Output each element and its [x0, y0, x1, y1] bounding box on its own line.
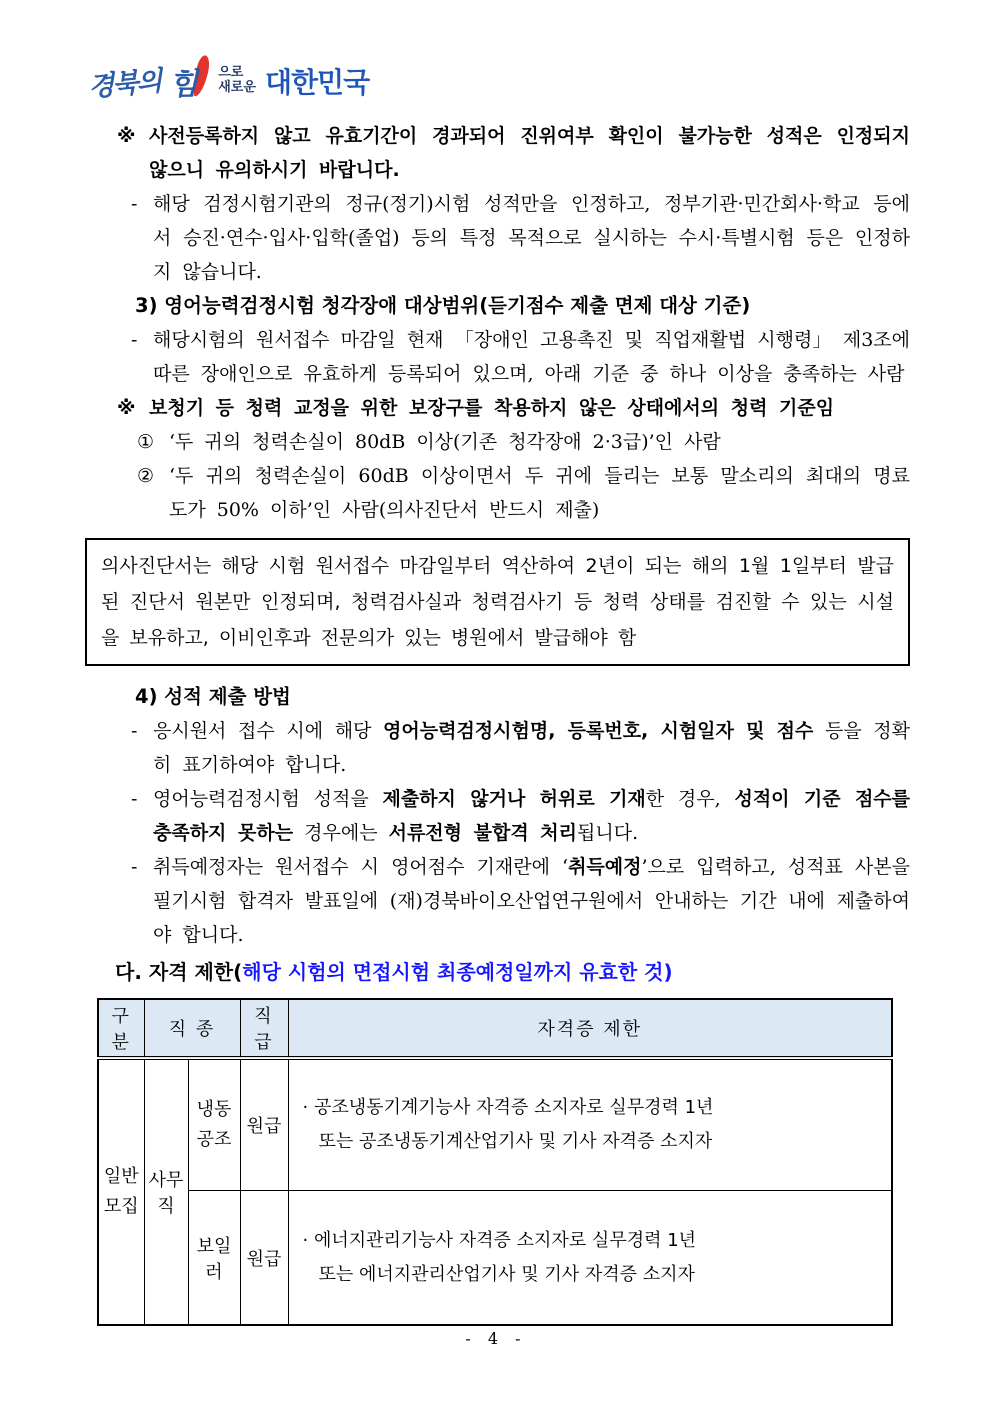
note-marker: ※ [117, 125, 136, 147]
table-row [98, 1058, 892, 1191]
para-regular-exam-only [85, 187, 910, 289]
group-line-2: 모집 [103, 1196, 139, 1217]
text-run-bold: 성적이 기준 점수를 충족하지 못하는 [153, 788, 911, 844]
text-run-bold: 취득예정 [568, 856, 642, 878]
text-run: 한 경우, [645, 788, 735, 810]
cell-grade: 원급 [240, 1191, 288, 1326]
text-run: 취득예정자는 원서접수 시 영어점수 기재란에 ‘ [153, 856, 569, 878]
medical-certificate-callout-box: 의사진단서는 해당 시험 원서접수 마감일부터 역산하여 2년이 되는 해의 1월 1일부터 발급된 진단서 원본만 인정되며, 청력검사실과 청력검사기 등 청력 상태를 검진할 수 있는 시설을 보유하고, 이비인후과 전문의가 있는 병원에서 발급해야 함 [85, 538, 910, 666]
cell-qualification [288, 1058, 892, 1191]
logo-brand-text: 대한민국 [264, 66, 370, 99]
note-marker: ※ [117, 397, 136, 419]
cell-job-category: 사무직 [144, 1058, 188, 1325]
dash-marker: - [131, 788, 138, 810]
criterion-text: ‘두 귀의 청력손실이 80dB 이상(기존 청각장애 2·3급)’인 사람 [169, 431, 721, 453]
note-text: 사전등록하지 않고 유효기간이 경과되어 진위여부 확인이 불가능한 성적은 인정되지 않으니 유의하시기 바랍니다. [149, 125, 910, 181]
text-run-bold: 영어능력검정시험명, 등록번호, 시험일자 및 점수 [383, 720, 814, 742]
note-text: 보청기 등 청력 교정을 위한 보장구를 착용하지 않은 상태에서의 청력 기준임 [149, 397, 835, 419]
logo-subline-1: 으로 [218, 65, 244, 81]
dash-text: 해당시험의 원서접수 마감일 현재 「장애인 고용촉진 및 직업재활법 시행령」 제3조에 따른 장애인으로 유효하게 등록되어 있으며, 아래 기준 중 하나 이상을 충족하는 사람 [153, 329, 910, 385]
cell-field [188, 1058, 240, 1191]
text-run: 경우에는 [293, 822, 389, 844]
cell-grade: 원급 [240, 1058, 288, 1191]
dash-marker: - [131, 720, 138, 742]
qualification-table [97, 998, 893, 1326]
dash-text: 해당 검정시험기관의 정규(정기)시험 성적만을 인정하고, 정부기관·민간회사·학교 등에서 승진·연수·입사·입학(졸업) 등의 특정 목적으로 실시하는 수시·특별시험 등은 인정하지 않습니다. [153, 193, 910, 283]
logo-him-wrap [169, 57, 209, 105]
circled-2-marker: ② [137, 465, 155, 487]
qual-line-1: · 에너지관리기능사 자격증 소지자로 실무경력 1년 [302, 1229, 697, 1251]
group-line-1: 일반 [103, 1166, 139, 1187]
para-score-failure [85, 782, 910, 850]
heading-qualification-restriction [115, 954, 910, 990]
gyeongbuk-logo [88, 55, 910, 107]
text-run: 됩니다. [577, 822, 639, 844]
logo-script-text: 경북의 [87, 65, 162, 103]
col-header-gubun: 구 분 [98, 999, 144, 1058]
para-note-hearing-criteria [85, 391, 910, 425]
para-score-entry [85, 714, 910, 782]
logo-subtext [218, 66, 256, 96]
text-run: 등을 정확히 표기하여야 합니다. [153, 720, 911, 776]
col-header-jikjong: 직 종 [144, 999, 240, 1058]
logo-subline-2: 새로운 [218, 80, 256, 95]
para-criterion-1 [85, 425, 910, 459]
heading-section-3: 3) 영어능력검정시험 청각장애 대상범위(듣기점수 제출 면제 대상 기준) [135, 294, 751, 317]
para-disability-registration [85, 323, 910, 391]
cell-recruit-group [98, 1058, 144, 1325]
col-header-jikgeup: 직 급 [240, 999, 288, 1058]
para-note-pre-registration [85, 119, 910, 187]
table-row [98, 1191, 892, 1326]
dash-text [153, 714, 910, 782]
qual-line-1: · 공조냉동기계기능사 자격증 소지자로 실무경력 1년 [302, 1097, 714, 1118]
dash-text [153, 782, 910, 850]
criterion-text: ‘두 귀의 청력손실이 60dB 이상이면서 두 귀에 들리는 보통 말소리의 최대의 명료도가 50% 이하’인 사람(의사진단서 반드시 제출) [169, 465, 910, 521]
para-expected-acquisition [85, 850, 910, 952]
dash-marker: - [131, 193, 138, 215]
qual-line-2: 또는 공조냉동기계산업기사 및 기사 자격증 소지자 [318, 1131, 713, 1152]
logo-him-text: 힘 [169, 67, 197, 102]
field-line-2: 공조 [196, 1129, 232, 1150]
text-run-bold: 서류전형 불합격 처리 [388, 822, 578, 844]
dash-text [153, 850, 910, 952]
circled-1-marker: ① [137, 431, 155, 453]
cell-field: 보일러 [188, 1191, 240, 1326]
heading-section-4: 4) 성적 제출 방법 [135, 685, 291, 708]
col-header-restriction: 자격증 제한 [288, 999, 892, 1058]
para-criterion-2 [85, 459, 910, 527]
heading-da-black: 다. 자격 제한( [115, 960, 243, 984]
cell-qualification [288, 1191, 892, 1326]
text-run: 응시원서 접수 시에 해당 [153, 720, 384, 742]
table-header-row [98, 999, 892, 1058]
dash-marker: - [131, 329, 138, 351]
text-run: 영어능력검정시험 성적을 [153, 788, 383, 810]
qual-line-2: 또는 에너지관리산업기사 및 기사 자격증 소지자 [318, 1263, 695, 1285]
text-run-bold: 제출하지 않거나 허위로 기재 [382, 788, 646, 810]
heading-da-blue: 해당 시험의 면접시험 최종예정일까지 유효한 것) [242, 960, 673, 984]
dash-marker: - [131, 856, 138, 878]
text-run: ’으로 입력하고, 성적표 사본을 필기시험 합격자 발표일에 (재)경북바이오산업연구원에서 안내하는 기간 내에 제출하여야 합니다. [153, 856, 910, 946]
field-line-1: 냉동 [196, 1099, 232, 1120]
page-number: - 4 - [465, 1329, 527, 1348]
